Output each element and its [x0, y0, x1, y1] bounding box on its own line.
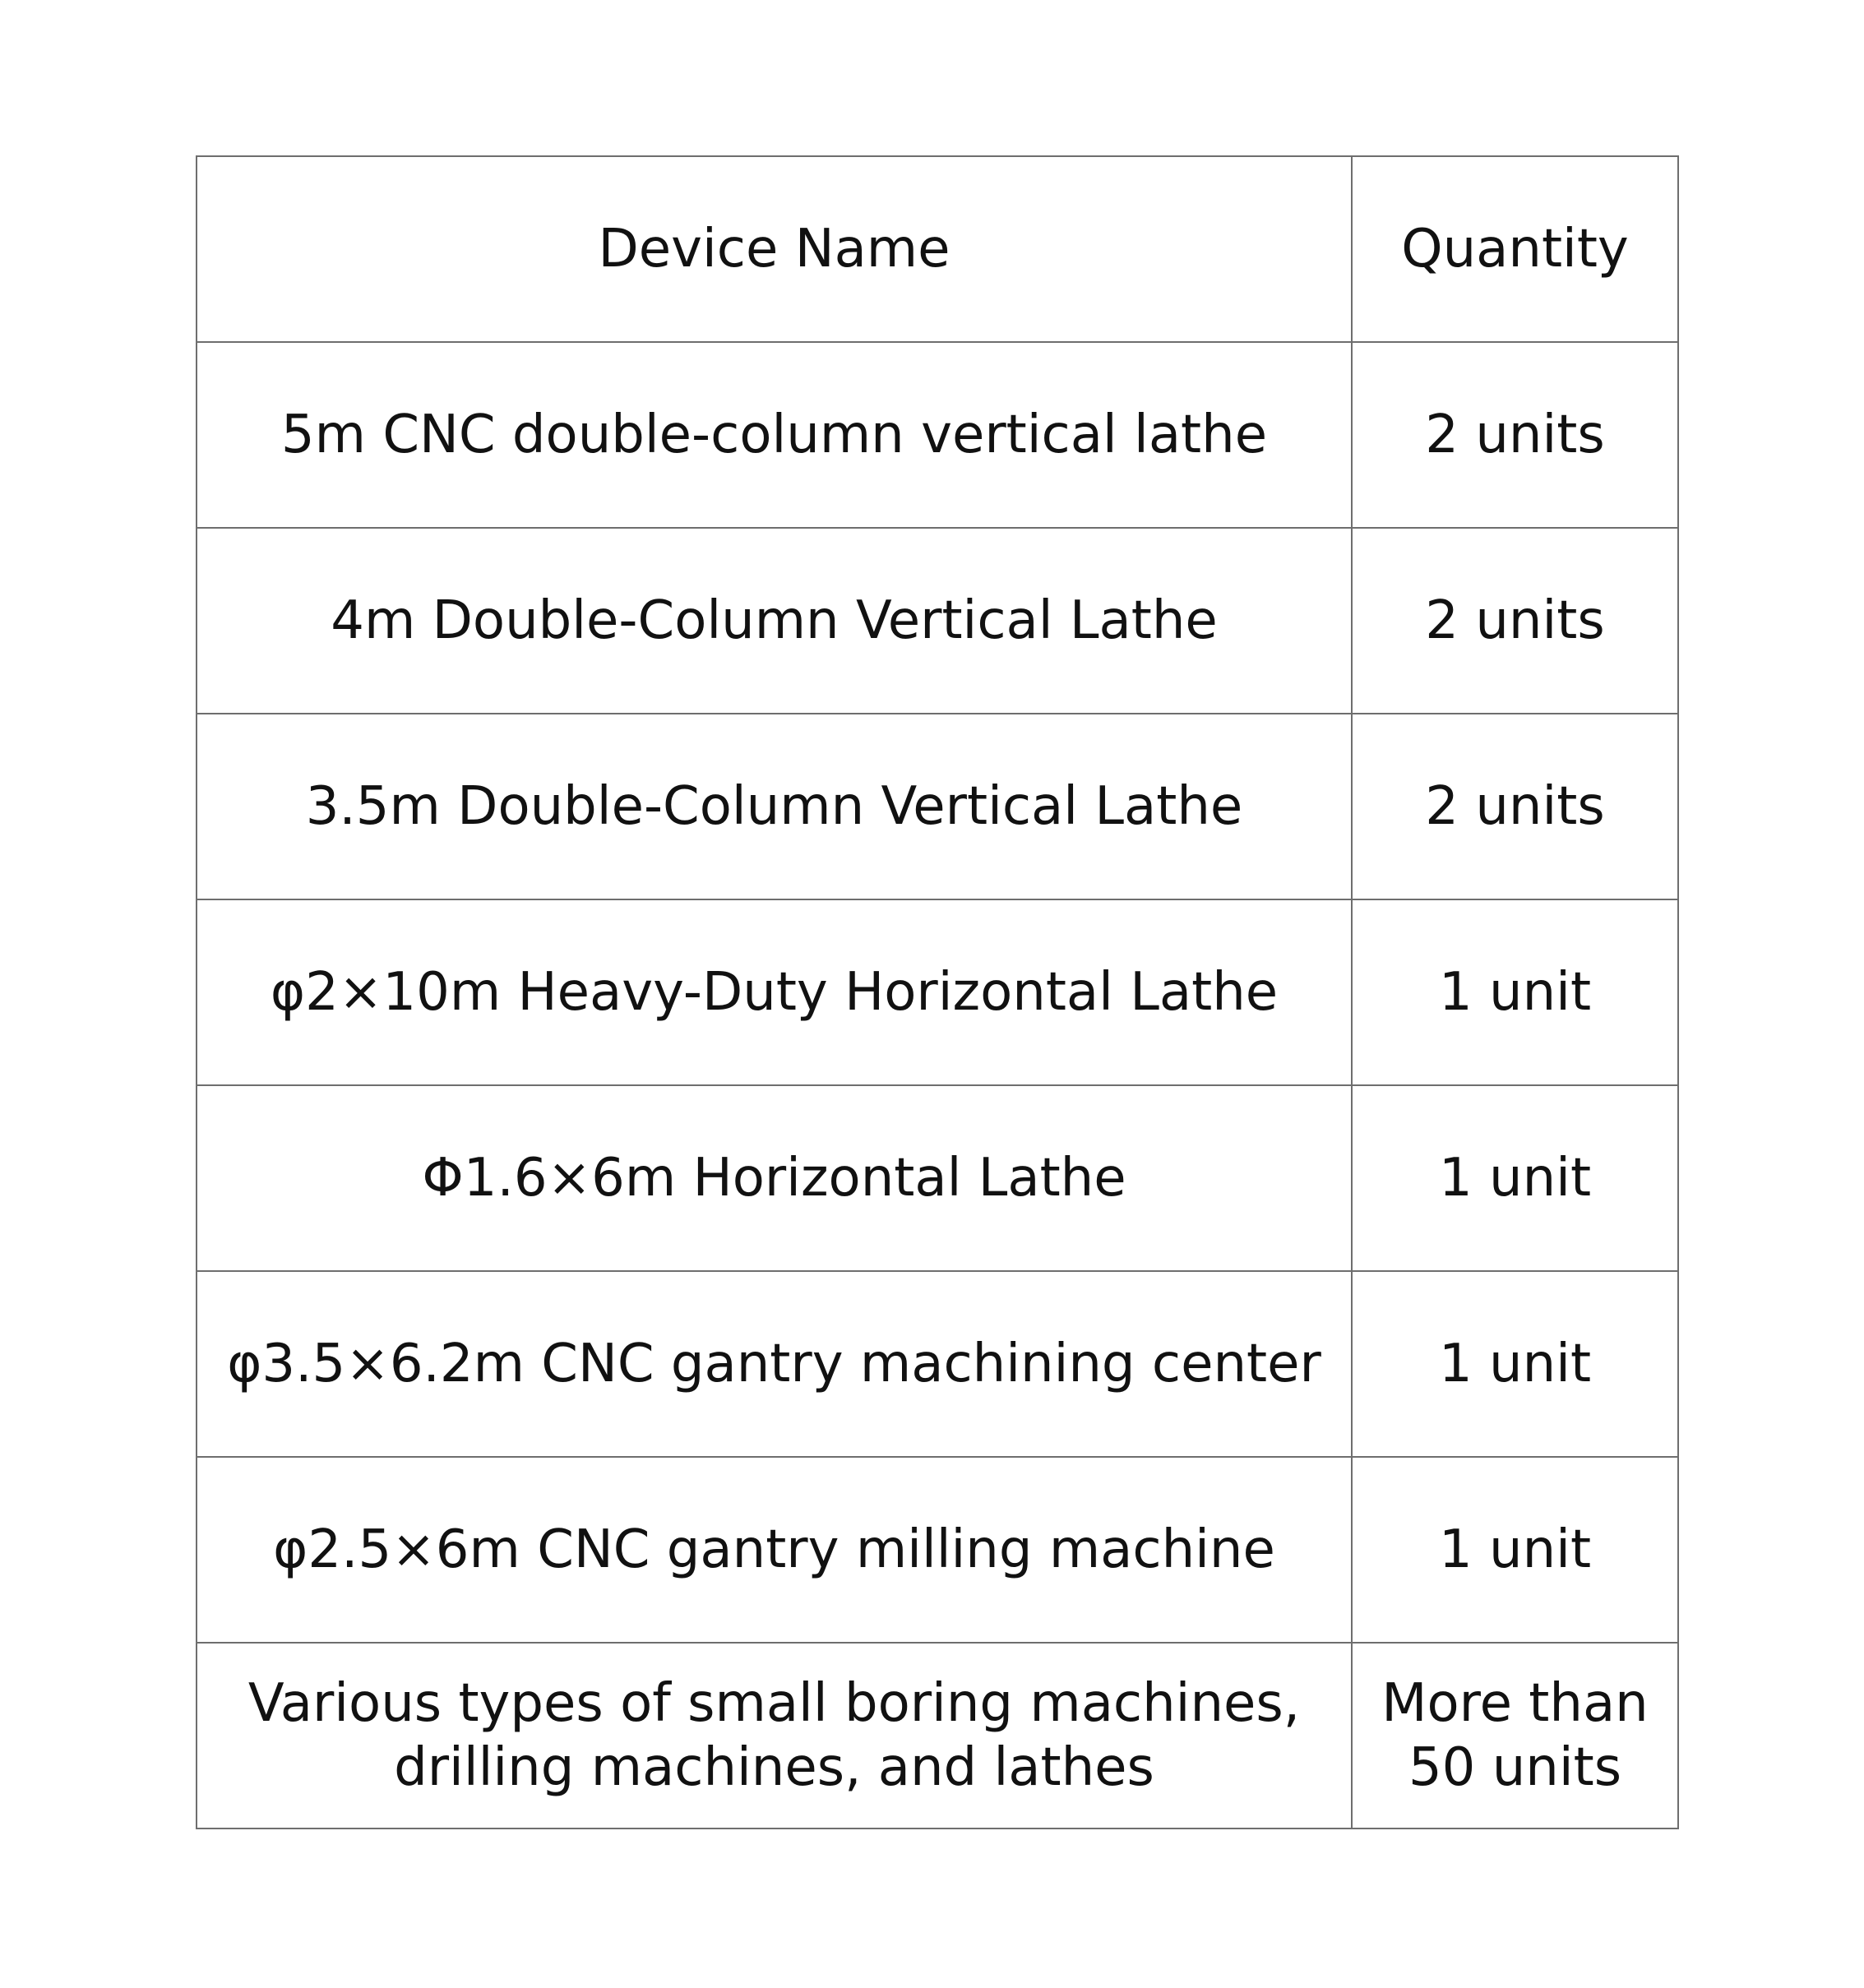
header-quantity: Quantity	[1352, 156, 1678, 342]
device-name-cell: φ3.5×6.2m CNC gantry machining center	[197, 1271, 1352, 1457]
device-name-cell: 3.5m Double-Column Vertical Lathe	[197, 714, 1352, 899]
table-header-row	[197, 156, 1678, 342]
table-row	[197, 714, 1678, 899]
device-name-cell: φ2×10m Heavy-Duty Horizontal Lathe	[197, 899, 1352, 1085]
quantity-cell: 2 units	[1352, 342, 1678, 528]
table-row	[197, 1457, 1678, 1643]
equipment-table-container	[196, 155, 1677, 1829]
table-row	[197, 1085, 1678, 1271]
table-row	[197, 342, 1678, 528]
quantity-cell: 1 unit	[1352, 1271, 1678, 1457]
quantity-cell: 2 units	[1352, 528, 1678, 714]
quantity-cell: 1 unit	[1352, 1457, 1678, 1643]
table-row	[197, 899, 1678, 1085]
table-row	[197, 1643, 1678, 1828]
quantity-cell: 1 unit	[1352, 899, 1678, 1085]
device-name-cell: 5m CNC double-column vertical lathe	[197, 342, 1352, 528]
equipment-table	[196, 155, 1679, 1829]
quantity-cell: More than 50 units	[1352, 1643, 1678, 1828]
table-row	[197, 528, 1678, 714]
device-name-cell: Various types of small boring machines, drilling machines, and lathes	[197, 1643, 1352, 1828]
table-row	[197, 1271, 1678, 1457]
quantity-cell: 1 unit	[1352, 1085, 1678, 1271]
quantity-cell: 2 units	[1352, 714, 1678, 899]
header-device-name: Device Name	[197, 156, 1352, 342]
device-name-cell: φ2.5×6m CNC gantry milling machine	[197, 1457, 1352, 1643]
device-name-cell: Φ1.6×6m Horizontal Lathe	[197, 1085, 1352, 1271]
device-name-cell: 4m Double-Column Vertical Lathe	[197, 528, 1352, 714]
